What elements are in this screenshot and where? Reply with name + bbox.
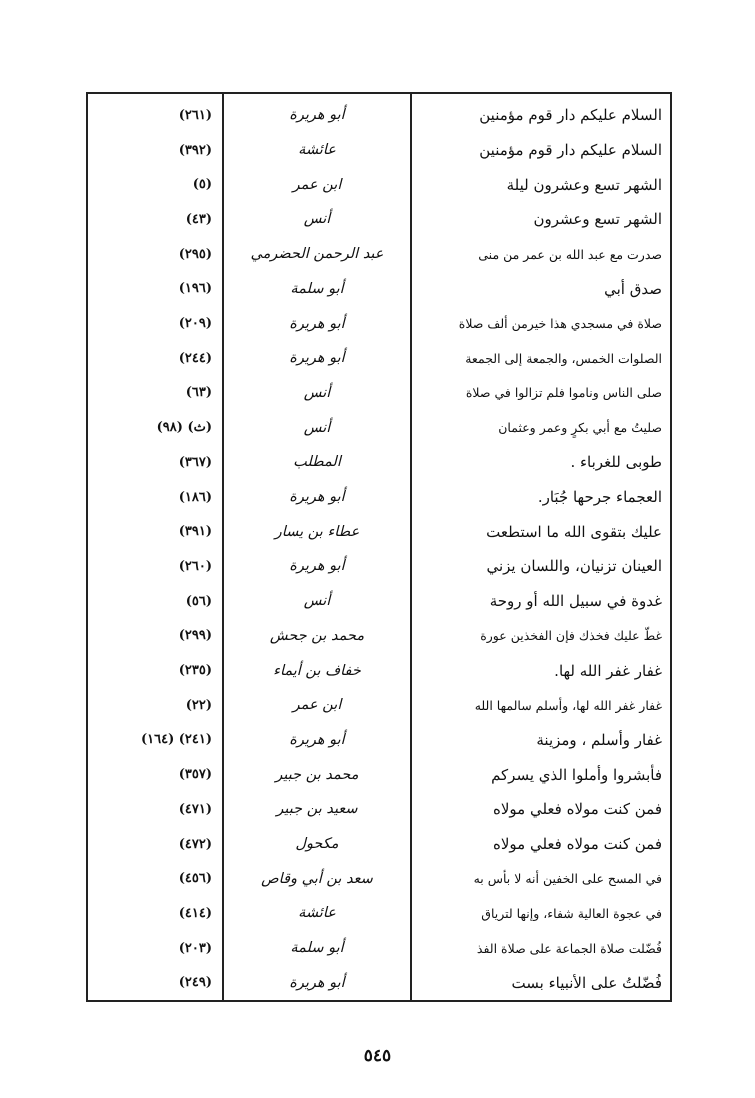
- index-table: [86, 92, 672, 1002]
- table-row: [88, 306, 670, 341]
- table-row: [88, 861, 670, 896]
- narrator-name: أبو سلمة: [290, 280, 344, 297]
- table-row: [88, 966, 670, 1001]
- narrator-name: عبد الرحمن الحضرمي: [250, 246, 384, 263]
- table-row: [88, 514, 670, 549]
- narrator-name: أنس: [303, 419, 331, 436]
- table-row: [88, 723, 670, 758]
- reference-number: (٤٥٦): [178, 871, 212, 887]
- table-row: [88, 202, 670, 237]
- hadith-text: في عجوة العالية شفاء، وإنها لترياق: [481, 905, 662, 921]
- hadith-text: غطّ عليك فخذك فإن الفخذين عورة: [480, 628, 662, 644]
- hadith-text: السلام عليكم دار قوم مؤمنين: [479, 106, 662, 125]
- reference-number: (٤٧٢): [178, 836, 212, 852]
- narrator-name: أبو هريرة: [289, 315, 345, 332]
- narrator-name: أبو هريرة: [289, 558, 345, 575]
- hadith-text: في المسح على الخفين أنه لا بأس به: [473, 871, 662, 887]
- reference-number: (٢٤٤): [178, 350, 212, 366]
- reference-number: (٤٣): [185, 211, 212, 227]
- narrator-name: خفاف بن أيماء: [273, 662, 361, 679]
- reference-number: (٢٠٩): [178, 316, 212, 332]
- narrator-name: عائشة: [298, 142, 336, 159]
- hadith-text: غفار وأسلم ، ومزينة: [536, 730, 662, 749]
- reference-number: (٤٧١): [178, 801, 212, 817]
- reference-number: (٢٩٥): [178, 246, 212, 262]
- narrator-name: أبو هريرة: [289, 974, 345, 991]
- narrator-name: المطلب: [293, 454, 341, 471]
- table-row: [88, 931, 670, 966]
- hadith-text: فُضّلتُ على الأنبياء بست: [511, 973, 662, 992]
- narrator-name: أنس: [303, 593, 331, 610]
- reference-number: (٢٦٠): [178, 558, 212, 574]
- table-row: [88, 237, 670, 272]
- table-row: [88, 827, 670, 862]
- table-row: [88, 410, 670, 445]
- reference-number: (١٩٦): [178, 281, 212, 297]
- reference-number: (٣٥٧): [178, 767, 212, 783]
- reference-number: (٢٢): [185, 697, 212, 713]
- hadith-text: فمن كنت مولاه فعلي مولاه: [493, 800, 662, 819]
- table-row: [88, 133, 670, 168]
- reference-number: (١٦٤) (٢٤١): [140, 732, 212, 748]
- reference-number: (٢٤٩): [178, 975, 212, 991]
- page-number: ٥٤٥: [363, 1046, 392, 1066]
- hadith-text: غدوة في سبيل الله أو روحة: [489, 592, 662, 611]
- narrator-name: أبو هريرة: [289, 107, 345, 124]
- narrator-name: محمد بن جحش: [269, 627, 365, 644]
- hadith-text: صليتُ مع أبي بكرٍ وعمر وعثمان: [498, 420, 662, 436]
- hadith-text: العجماء جرحها جُبَار.: [537, 488, 662, 507]
- reference-number: (٣٦٧): [178, 454, 212, 470]
- table-row: [88, 584, 670, 619]
- reference-number: (٢٩٩): [178, 628, 212, 644]
- hadith-text: العينان تزنيان، واللسان يزني: [486, 557, 662, 576]
- reference-number: (٢٣٥): [178, 663, 212, 679]
- table-row: [88, 167, 670, 202]
- narrator-name: أبو هريرة: [289, 350, 345, 367]
- table-row: [88, 376, 670, 411]
- table-row: [88, 445, 670, 480]
- reference-number: (٩٨) (ث): [156, 420, 212, 436]
- hadith-text: فمن كنت مولاه فعلي مولاه: [493, 835, 662, 854]
- narrator-name: أبو هريرة: [289, 489, 345, 506]
- reference-number: (٦٣): [185, 385, 212, 401]
- hadith-text: صلى الناس وناموا فلم تزالوا في صلاة: [465, 385, 662, 401]
- reference-number: (٢٠٣): [178, 940, 212, 956]
- narrator-name: محمد بن جبير: [275, 766, 359, 783]
- reference-number: (٥٦): [185, 593, 212, 609]
- reference-number: (٥): [192, 177, 212, 193]
- reference-number: (٢٦١): [178, 107, 212, 123]
- narrator-name: سعيد بن جبير: [276, 801, 358, 818]
- table-row: [88, 792, 670, 827]
- table-row: [88, 896, 670, 931]
- narrator-name: أبو سلمة: [290, 940, 344, 957]
- hadith-text: عليك بتقوى الله ما استطعت: [486, 522, 662, 541]
- table-row: [88, 688, 670, 723]
- reference-number: (٣٩٢): [178, 142, 212, 158]
- hadith-text: فأبشروا وأملوا الذي يسركم: [491, 765, 662, 784]
- hadith-text: صدق أبي: [604, 279, 662, 298]
- narrator-name: أنس: [303, 211, 331, 228]
- table-row: [88, 341, 670, 376]
- narrator-name: عائشة: [298, 905, 336, 922]
- reference-number: (٣٩١): [178, 524, 212, 540]
- narrator-name: أبو هريرة: [289, 731, 345, 748]
- hadith-text: الشهر تسع وعشرون: [533, 210, 662, 229]
- narrator-name: أنس: [303, 384, 331, 401]
- hadith-text: السلام عليكم دار قوم مؤمنين: [479, 141, 662, 160]
- narrator-name: ابن عمر: [292, 697, 342, 714]
- reference-number: (٤١٤): [178, 905, 212, 921]
- hadith-text: صلاة في مسجدي هذا خيرمن ألف صلاة: [458, 316, 662, 332]
- table-row: [88, 653, 670, 688]
- table-row: [88, 757, 670, 792]
- hadith-text: صدرت مع عبد الله بن عمر من منى: [478, 246, 662, 262]
- table-row: [88, 619, 670, 654]
- hadith-text: فُضّلت صلاة الجماعة على صلاة الفذ: [476, 940, 662, 956]
- narrator-name: مكحول: [295, 836, 339, 853]
- narrator-name: عطاء بن يسار: [274, 523, 360, 540]
- narrator-name: ابن عمر: [292, 176, 342, 193]
- hadith-text: غفار غفر الله لها.: [554, 661, 662, 680]
- reference-number: (١٨٦): [178, 489, 212, 505]
- narrator-name: سعد بن أبي وقاص: [261, 870, 373, 887]
- hadith-text: غفار غفر الله لها، وأسلم سالمها الله: [474, 697, 662, 713]
- table-row: [88, 480, 670, 515]
- hadith-text: الشهر تسع وعشرون ليلة: [506, 175, 662, 194]
- table-row: [88, 98, 670, 133]
- hadith-text: الصلوات الخمس، والجمعة إلى الجمعة: [465, 350, 662, 366]
- table-row: [88, 272, 670, 307]
- hadith-text: طوبى للغرباء .: [570, 453, 662, 472]
- table-row: [88, 549, 670, 584]
